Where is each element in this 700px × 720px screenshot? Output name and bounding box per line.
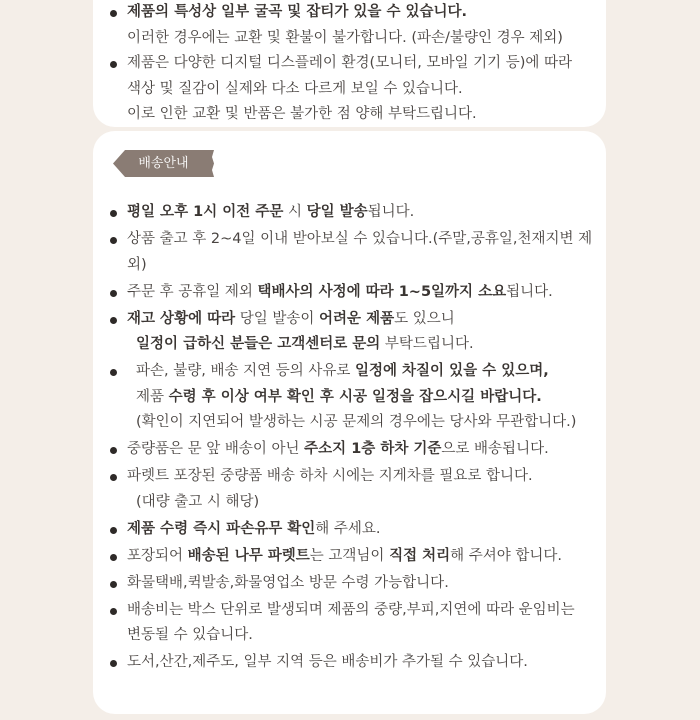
body-text: (확인이 지연되어 발생하는 시공 문제의 경우에는 당사와 무관합니다.) <box>136 414 577 430</box>
body-text: 중량품은 문 앞 배송이 아닌 <box>127 441 305 457</box>
list-item-line <box>127 359 597 385</box>
list-item <box>127 280 597 306</box>
emphasis-text: 일정이 급하신 분들은 고객센터로 문의 <box>136 336 381 352</box>
list-item <box>127 359 597 436</box>
list-item-line <box>127 280 597 306</box>
body-text: 도서,산간,제주도, 일부 지역 등은 배송비가 추가될 수 있습니다. <box>127 654 528 670</box>
list-item-line <box>127 385 597 411</box>
body-text: 해 주세요. <box>315 520 381 537</box>
list-item-line <box>127 200 597 226</box>
body-text: (대량 출고 시 해당) <box>136 493 260 510</box>
list-item-line <box>127 307 597 333</box>
list-item-line <box>127 26 592 52</box>
body-text: 색상 및 질감이 실제와 다소 다르게 보일 수 있습니다. <box>127 80 463 97</box>
emphasis-text: 재고 상황에 따라 <box>127 310 236 327</box>
body-text: 당일 발송이 <box>235 310 320 327</box>
emphasis-text: 직접 처리 <box>389 547 451 564</box>
list-item-line <box>127 410 597 436</box>
list-item-line <box>127 464 597 490</box>
body-text: 화물택배,퀵발송,화물영업소 방문 수령 가능합니다. <box>127 574 449 591</box>
product-notice-list <box>127 0 592 128</box>
emphasis-text: 어려운 제품 <box>319 310 395 327</box>
list-item <box>127 307 597 358</box>
list-item <box>127 200 597 226</box>
list-item-line <box>127 437 597 463</box>
emphasis-text: 제품의 특성상 일부 굴곡 및 잡티가 있을 수 있습니다. <box>127 4 468 20</box>
emphasis-text: 수령 후 이상 여부 확인 후 시공 일정을 잡으시길 바랍니다. <box>168 388 542 405</box>
body-text: 됩니다. <box>506 283 553 300</box>
shipping-section-tag <box>113 150 214 177</box>
list-item <box>127 598 597 649</box>
list-item <box>127 571 597 597</box>
body-text: 해 주셔야 합니다. <box>450 547 563 564</box>
emphasis-text: 당일 발송 <box>306 204 368 220</box>
list-item <box>127 650 597 676</box>
body-text: 는 고객님이 <box>309 547 390 564</box>
body-text: 제품 <box>136 388 169 405</box>
body-text: 포장되어 <box>127 547 188 564</box>
list-item-line <box>127 598 597 624</box>
shipping-info-list <box>127 200 597 677</box>
list-item <box>127 437 597 463</box>
body-text: 파손, 불량, 배송 지연 등의 사유로 <box>136 363 355 379</box>
list-item-line <box>127 650 597 676</box>
emphasis-text: 주소지 1층 하차 기준 <box>304 441 442 457</box>
list-item-line <box>127 544 597 570</box>
list-item-line <box>127 51 592 77</box>
body-text: 부탁드립니다. <box>380 336 474 352</box>
body-text: 파렛트 포장된 중량품 배송 하차 시에는 지게차를 필요로 합니다. <box>127 468 533 484</box>
list-item-line <box>127 332 597 358</box>
list-item <box>127 227 597 278</box>
list-item <box>127 517 597 543</box>
body-text: 이러한 경우에는 교환 및 환불이 불가합니다. (파손/불량인 경우 제외) <box>127 29 563 46</box>
shipping-tag-label: 배송안내 <box>138 156 189 171</box>
body-text: 주문 후 공휴일 제외 <box>127 283 258 300</box>
list-item <box>127 464 597 515</box>
product-notice-card <box>93 0 606 127</box>
body-text: 변동될 수 있습니다. <box>127 627 253 643</box>
list-item <box>127 51 592 128</box>
list-item-line <box>127 490 597 516</box>
emphasis-text: 제품 수령 즉시 파손유무 확인 <box>127 520 316 537</box>
emphasis-text: 배송된 나무 파렛트 <box>187 547 310 564</box>
body-text: 시 <box>283 204 307 220</box>
list-item <box>127 544 597 570</box>
shipping-info-card <box>93 131 606 714</box>
list-item-line <box>127 102 592 128</box>
list-item-line <box>127 517 597 543</box>
list-item-line <box>127 253 597 279</box>
body-text: 이로 인한 교환 및 반품은 불가한 점 양해 부탁드립니다. <box>127 106 477 122</box>
list-item-line <box>127 227 597 253</box>
list-item-line <box>127 77 592 103</box>
body-text: 상품 출고 후 2~4일 이내 받아보실 수 있습니다.(주말,공휴일,천재지변 제 <box>127 231 593 247</box>
list-item-line <box>127 623 597 649</box>
body-text: 배송비는 박스 단위로 발생되며 제품의 중량,부피,지연에 따라 운임비는 <box>127 601 575 618</box>
body-text: 도 있으니 <box>394 310 455 327</box>
list-item <box>127 0 592 51</box>
body-text: 외) <box>127 256 147 273</box>
list-item-line <box>127 571 597 597</box>
emphasis-text: 일정에 차질이 있을 수 있으며, <box>354 363 549 379</box>
body-text: 됩니다. <box>367 204 415 220</box>
body-text: 제품은 다양한 디지털 디스플레이 환경(모니터, 모바일 기기 등)에 따라 <box>127 55 572 71</box>
body-text: 으로 배송됩니다. <box>441 441 549 457</box>
emphasis-text: 평일 오후 1시 이전 주문 <box>127 204 284 220</box>
list-item-line <box>127 0 592 26</box>
emphasis-text: 택배사의 사정에 따라 1~5일까지 소요 <box>257 283 507 300</box>
